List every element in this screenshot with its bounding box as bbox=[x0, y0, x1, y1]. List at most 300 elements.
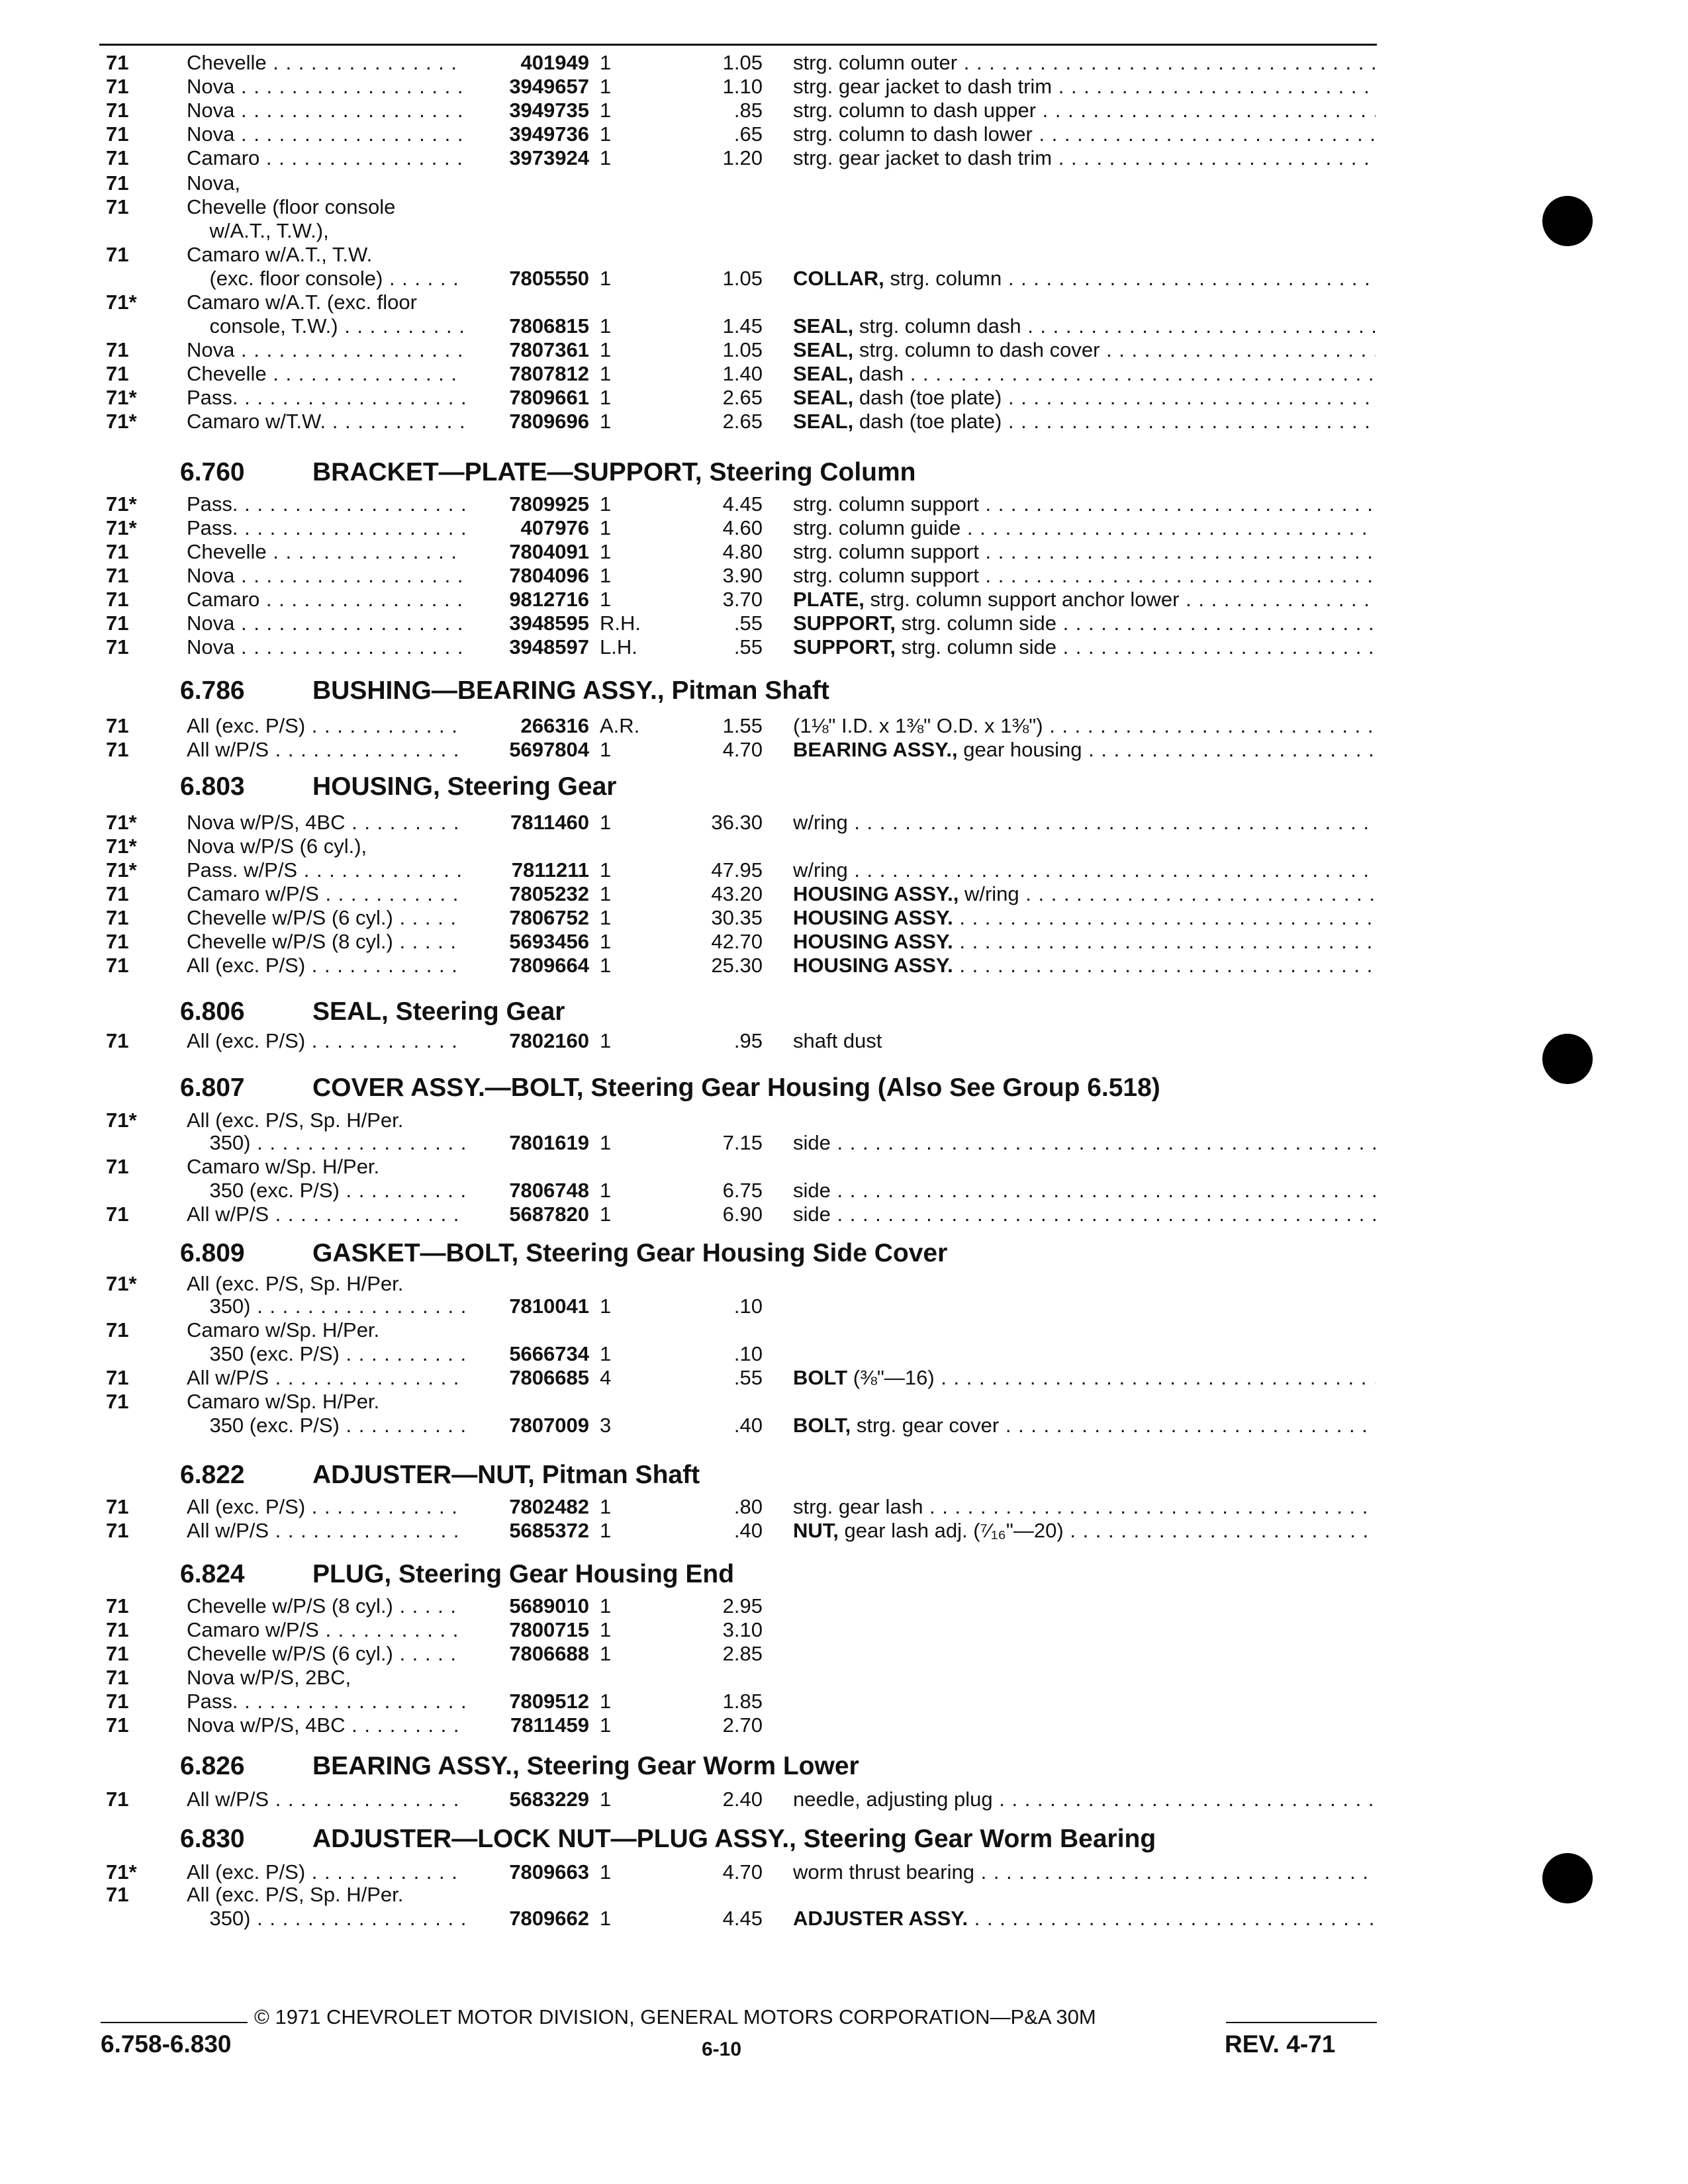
description bbox=[793, 1860, 1376, 1885]
description-text: w/ring bbox=[793, 811, 848, 834]
year: 71* bbox=[106, 516, 137, 539]
model: Nova . . . bbox=[187, 98, 465, 123]
description bbox=[793, 1178, 1376, 1203]
part-number: 7802160 bbox=[509, 1029, 589, 1052]
model: Camaro w/P/S . . . bbox=[187, 882, 465, 907]
year: 71 bbox=[106, 1155, 129, 1178]
part-number: 7800715 bbox=[509, 1618, 589, 1641]
price: 3.70 bbox=[722, 588, 763, 611]
quantity: 1 bbox=[600, 858, 612, 882]
description-keyword: NUT, bbox=[793, 1519, 839, 1542]
year: 71 bbox=[106, 738, 129, 761]
part-number: 7811459 bbox=[510, 1713, 589, 1737]
quantity: 3 bbox=[600, 1414, 612, 1437]
description-keyword: ADJUSTER ASSY. bbox=[793, 1907, 968, 1930]
section-heading bbox=[180, 1459, 700, 1491]
section-title: ADJUSTER—NUT, Pitman Shaft bbox=[312, 1461, 700, 1489]
model: Nova w/P/S (6 cyl.), bbox=[187, 835, 367, 858]
description-text: strg. column to dash cover bbox=[853, 338, 1100, 361]
part-number: 5683229 bbox=[509, 1788, 589, 1811]
model: Nova . . . bbox=[187, 122, 465, 147]
quantity: 1 bbox=[600, 1295, 612, 1318]
description bbox=[793, 1202, 1376, 1227]
description bbox=[793, 338, 1376, 363]
description-text: strg. column outer bbox=[793, 51, 958, 74]
price: .65 bbox=[733, 122, 763, 146]
description-text: worm thrust bearing bbox=[793, 1860, 974, 1884]
year: 71 bbox=[106, 171, 129, 195]
price: 36.30 bbox=[711, 811, 763, 834]
year: 71* bbox=[106, 1109, 137, 1132]
part-number: 3949657 bbox=[509, 75, 589, 98]
footer-rule-right bbox=[1226, 2022, 1377, 2023]
year: 71* bbox=[106, 492, 137, 516]
price: .85 bbox=[733, 99, 763, 122]
quantity: R.H. bbox=[600, 612, 641, 635]
description-keyword: HOUSING ASSY. bbox=[793, 906, 953, 929]
part-row bbox=[0, 810, 1688, 835]
part-number: 7809925 bbox=[509, 492, 589, 516]
part-row bbox=[0, 290, 1688, 315]
quantity: 1 bbox=[600, 1495, 612, 1518]
description bbox=[793, 1787, 1376, 1812]
model: All (exc. P/S) . . . bbox=[187, 1860, 465, 1885]
quantity: 1 bbox=[600, 1690, 612, 1713]
part-row bbox=[0, 516, 1688, 541]
description bbox=[793, 905, 1376, 931]
quantity: 1 bbox=[600, 906, 612, 929]
description-text: strg. column support bbox=[793, 492, 979, 516]
year: 71 bbox=[106, 1594, 129, 1617]
part-row bbox=[0, 98, 1688, 123]
section-number: 6.803 bbox=[180, 772, 245, 801]
year: 71 bbox=[106, 75, 129, 98]
year: 71 bbox=[106, 1618, 129, 1641]
section-heading bbox=[180, 457, 916, 488]
model: Camaro w/A.T., T.W. bbox=[187, 243, 373, 266]
year: 71 bbox=[106, 1318, 129, 1342]
part-number: 9812716 bbox=[509, 588, 589, 611]
model: 350 (exc. P/S) . . . bbox=[187, 1413, 465, 1438]
part-row bbox=[0, 1594, 1688, 1619]
model: All (exc. P/S, Sp. H/Per. bbox=[187, 1109, 404, 1132]
price: 1.05 bbox=[722, 267, 763, 290]
description-text: dash bbox=[853, 362, 904, 385]
quantity: 1 bbox=[600, 882, 612, 905]
price: 2.70 bbox=[722, 1713, 763, 1737]
quantity: 1 bbox=[600, 386, 612, 409]
model: Camaro w/Sp. H/Per. bbox=[187, 1155, 380, 1178]
part-row bbox=[0, 1665, 1688, 1690]
description-keyword: SUPPORT, bbox=[793, 635, 896, 659]
part-row bbox=[0, 1860, 1688, 1885]
quantity: 1 bbox=[600, 1860, 612, 1884]
model: 350 (exc. P/S) . . . bbox=[187, 1178, 465, 1203]
section-number: 6.806 bbox=[180, 997, 245, 1026]
description bbox=[793, 611, 1376, 636]
part-number: 7807812 bbox=[509, 362, 589, 385]
price: 1.20 bbox=[722, 146, 763, 169]
part-row bbox=[0, 1641, 1688, 1666]
year: 71 bbox=[106, 1713, 129, 1737]
description-text: strg. gear cover bbox=[851, 1414, 1000, 1437]
description-text: strg. column side bbox=[896, 612, 1056, 635]
year: 71 bbox=[106, 51, 129, 74]
description bbox=[793, 635, 1376, 660]
quantity: 1 bbox=[600, 1519, 612, 1542]
model: Camaro . . . bbox=[187, 146, 465, 171]
description-keyword: SUPPORT, bbox=[793, 612, 896, 635]
section-title: BRACKET—PLATE—SUPPORT, Steering Column bbox=[312, 458, 916, 486]
section-number: 6.822 bbox=[180, 1461, 245, 1489]
price: .55 bbox=[733, 612, 763, 635]
section-number: 6.824 bbox=[180, 1560, 245, 1588]
part-row bbox=[0, 1318, 1688, 1343]
description-keyword: BEARING ASSY., bbox=[793, 738, 958, 761]
section-number: 6.830 bbox=[180, 1825, 245, 1853]
year: 71 bbox=[106, 338, 129, 361]
year: 71 bbox=[106, 635, 129, 659]
description bbox=[793, 563, 1376, 588]
quantity: 4 bbox=[600, 1366, 612, 1389]
description-text: (⅜"—16) bbox=[847, 1366, 935, 1389]
quantity: 1 bbox=[600, 516, 612, 539]
description bbox=[793, 1906, 1376, 1931]
part-row bbox=[0, 242, 1688, 267]
description-text: strg. gear jacket to dash trim bbox=[793, 146, 1053, 169]
part-row bbox=[0, 361, 1688, 387]
model: Camaro w/T.W. . . . bbox=[187, 409, 465, 434]
model: (exc. floor console) . . . bbox=[187, 266, 465, 291]
model: Camaro w/Sp. H/Per. bbox=[187, 1390, 380, 1413]
description-text: strg. column to dash upper bbox=[793, 99, 1037, 122]
year: 71 bbox=[106, 1495, 129, 1518]
section-title: COVER ASSY.—BOLT, Steering Gear Housing (Also See Group 6.518) bbox=[312, 1073, 1160, 1102]
model: Pass. . . . bbox=[187, 1689, 465, 1714]
year: 71 bbox=[106, 99, 129, 122]
part-number: 7807361 bbox=[509, 338, 589, 361]
model: All w/P/S . . . bbox=[187, 1787, 465, 1812]
description-text: w/ring bbox=[959, 882, 1019, 905]
part-number: 7801619 bbox=[509, 1131, 589, 1154]
quantity: 1 bbox=[600, 738, 612, 761]
section-heading bbox=[180, 1751, 859, 1782]
part-number: 7805550 bbox=[509, 267, 589, 290]
part-row bbox=[0, 195, 1688, 220]
section-heading bbox=[180, 1072, 1160, 1104]
price: 30.35 bbox=[711, 906, 763, 929]
description-text: side bbox=[793, 1179, 831, 1202]
price: 1.05 bbox=[722, 51, 763, 74]
part-number: 7811211 bbox=[511, 858, 589, 882]
part-row bbox=[0, 1342, 1688, 1367]
description-text: strg. column to dash lower bbox=[793, 122, 1033, 146]
part-row bbox=[0, 1365, 1688, 1390]
section-title: GASKET—BOLT, Steering Gear Housing Side Cover bbox=[312, 1239, 948, 1267]
section-number: 6.807 bbox=[180, 1073, 245, 1102]
part-row bbox=[0, 266, 1688, 291]
description bbox=[793, 882, 1376, 907]
model: Chevelle w/P/S (6 cyl.) . . . bbox=[187, 1641, 465, 1666]
description-text: w/ring bbox=[793, 858, 848, 882]
description bbox=[793, 98, 1376, 123]
model: Camaro . . . bbox=[187, 587, 465, 612]
price: 1.10 bbox=[722, 75, 763, 98]
part-row bbox=[0, 858, 1688, 883]
part-number: 7806688 bbox=[509, 1642, 589, 1665]
model: Chevelle w/P/S (8 cyl.) . . . bbox=[187, 929, 465, 954]
part-row bbox=[0, 1294, 1688, 1319]
description bbox=[793, 810, 1376, 835]
year: 71 bbox=[106, 1788, 129, 1811]
part-row bbox=[0, 409, 1688, 434]
part-row bbox=[0, 1518, 1688, 1543]
model: Camaro w/P/S . . . bbox=[187, 1617, 465, 1643]
description-keyword: HOUSING ASSY. bbox=[793, 930, 953, 953]
description bbox=[793, 314, 1376, 339]
footer-range: 6.758-6.830 bbox=[101, 2030, 232, 2058]
quantity: A.R. bbox=[600, 714, 640, 737]
footer-rule-left bbox=[101, 2022, 248, 2023]
section-title: PLUG, Steering Gear Housing End bbox=[312, 1560, 735, 1588]
part-row bbox=[0, 122, 1688, 147]
part-row bbox=[0, 563, 1688, 588]
quantity: 1 bbox=[600, 267, 612, 290]
description-text: gear housing bbox=[957, 738, 1082, 761]
description bbox=[793, 516, 1376, 541]
section-heading bbox=[180, 1238, 947, 1269]
part-row bbox=[0, 539, 1688, 565]
year: 71 bbox=[106, 146, 129, 169]
model: All (exc. P/S, Sp. H/Per. bbox=[187, 1272, 404, 1295]
quantity: 1 bbox=[600, 1342, 612, 1365]
price: 3.10 bbox=[722, 1618, 763, 1641]
quantity: 1 bbox=[600, 1618, 612, 1641]
part-row bbox=[0, 1413, 1688, 1438]
part-row bbox=[0, 953, 1688, 978]
part-number: 7807009 bbox=[509, 1414, 589, 1437]
quantity: 1 bbox=[600, 146, 612, 169]
quantity: 1 bbox=[600, 122, 612, 146]
section-number: 6.809 bbox=[180, 1239, 245, 1267]
model: All (exc. P/S) . . . bbox=[187, 713, 465, 739]
quantity: 1 bbox=[600, 1788, 612, 1811]
part-number: 5687820 bbox=[509, 1203, 589, 1226]
part-number: 7804096 bbox=[509, 564, 589, 587]
model: All w/P/S . . . bbox=[187, 1518, 465, 1543]
price: 4.70 bbox=[722, 738, 763, 761]
price: 2.95 bbox=[722, 1594, 763, 1617]
part-row bbox=[0, 905, 1688, 931]
quantity: 1 bbox=[600, 75, 612, 98]
part-row bbox=[0, 218, 1688, 244]
model: All (exc. P/S) . . . bbox=[187, 1494, 465, 1520]
top-rule bbox=[99, 44, 1377, 46]
price: 42.70 bbox=[711, 930, 763, 953]
part-number: 7809662 bbox=[509, 1907, 589, 1930]
description-keyword: COLLAR, bbox=[793, 267, 884, 290]
part-row bbox=[0, 50, 1688, 75]
part-row bbox=[0, 1154, 1688, 1179]
part-number: 3948595 bbox=[509, 612, 589, 635]
model: Pass. . . . bbox=[187, 492, 465, 517]
description bbox=[793, 146, 1376, 171]
price: .40 bbox=[733, 1414, 763, 1437]
price: 2.65 bbox=[722, 410, 763, 433]
price: 25.30 bbox=[711, 954, 763, 977]
price: 4.80 bbox=[722, 540, 763, 563]
description-text: needle, adjusting plug bbox=[793, 1788, 993, 1811]
part-number: 7804091 bbox=[509, 540, 589, 563]
description bbox=[793, 858, 1376, 883]
price: 4.60 bbox=[722, 516, 763, 539]
section-title: BEARING ASSY., Steering Gear Worm Lower bbox=[312, 1752, 859, 1780]
part-row bbox=[0, 1713, 1688, 1738]
price: .10 bbox=[733, 1342, 763, 1365]
description-keyword: SEAL, bbox=[793, 362, 854, 385]
part-row bbox=[0, 713, 1688, 739]
price: .55 bbox=[733, 635, 763, 659]
part-row bbox=[0, 587, 1688, 612]
year: 71 bbox=[106, 362, 129, 385]
year: 71* bbox=[106, 410, 137, 433]
model: Pass. . . . bbox=[187, 385, 465, 410]
description bbox=[793, 409, 1376, 434]
quantity: 1 bbox=[600, 1131, 612, 1154]
year: 71* bbox=[106, 291, 137, 314]
model: Nova . . . bbox=[187, 635, 465, 660]
section-number: 6.760 bbox=[180, 458, 245, 486]
part-row bbox=[0, 492, 1688, 517]
model: Nova . . . bbox=[187, 611, 465, 636]
price: .80 bbox=[733, 1495, 763, 1518]
price: .40 bbox=[733, 1519, 763, 1542]
price: 6.90 bbox=[722, 1203, 763, 1226]
price: 1.05 bbox=[722, 338, 763, 361]
year: 71 bbox=[106, 1642, 129, 1665]
quantity: 1 bbox=[600, 338, 612, 361]
part-number: 3949736 bbox=[509, 122, 589, 146]
description bbox=[793, 74, 1376, 99]
description-text: strg. column dash bbox=[853, 314, 1021, 338]
description bbox=[793, 929, 1376, 954]
section-title: ADJUSTER—LOCK NUT—PLUG ASSY., Steering Gear Worm Bearing bbox=[312, 1825, 1156, 1853]
quantity: 1 bbox=[600, 99, 612, 122]
year: 71 bbox=[106, 195, 129, 218]
description-keyword: SEAL, bbox=[793, 410, 854, 433]
part-row bbox=[0, 314, 1688, 339]
price: 1.55 bbox=[722, 714, 763, 737]
price: 4.70 bbox=[722, 1860, 763, 1884]
year: 71 bbox=[106, 1519, 129, 1542]
model: Nova w/P/S, 2BC, bbox=[187, 1666, 352, 1689]
model: Chevelle . . . bbox=[187, 50, 465, 75]
part-row bbox=[0, 1882, 1688, 1907]
part-number: 7805232 bbox=[509, 882, 589, 905]
part-row bbox=[0, 385, 1688, 410]
description bbox=[793, 1413, 1376, 1438]
description-keyword: HOUSING ASSY. bbox=[793, 954, 953, 977]
description bbox=[793, 385, 1376, 410]
part-number: 7809512 bbox=[509, 1690, 589, 1713]
year: 71 bbox=[106, 954, 129, 977]
part-number: 5697804 bbox=[509, 738, 589, 761]
description bbox=[793, 266, 1376, 291]
description bbox=[793, 713, 1376, 739]
year: 71* bbox=[106, 1272, 137, 1295]
description bbox=[793, 1518, 1376, 1543]
description-keyword: SEAL, bbox=[793, 386, 854, 409]
price: 2.65 bbox=[722, 386, 763, 409]
description-text: strg. column support anchor lower bbox=[864, 588, 1180, 611]
part-number: 5685372 bbox=[509, 1519, 589, 1542]
part-number: 5689010 bbox=[509, 1594, 589, 1617]
year: 71 bbox=[106, 1390, 129, 1413]
quantity: L.H. bbox=[600, 635, 637, 659]
part-row bbox=[0, 1108, 1688, 1133]
section-title: HOUSING, Steering Gear bbox=[312, 772, 617, 801]
description-text: gear lash adj. (⁷⁄₁₆"—20) bbox=[838, 1519, 1064, 1542]
year: 71 bbox=[106, 1203, 129, 1226]
model: Nova, bbox=[187, 171, 240, 195]
section-title: BUSHING—BEARING ASSY., Pitman Shaft bbox=[312, 676, 829, 705]
part-number: 7806752 bbox=[509, 906, 589, 929]
section-heading bbox=[180, 1823, 1156, 1855]
part-number: 266316 bbox=[520, 714, 589, 737]
year: 71* bbox=[106, 1860, 137, 1884]
part-number: 3948597 bbox=[509, 635, 589, 659]
part-number: 3949735 bbox=[509, 99, 589, 122]
description-text: strg. column guide bbox=[793, 516, 961, 539]
description-keyword: BOLT bbox=[793, 1366, 848, 1389]
price: .55 bbox=[733, 1366, 763, 1389]
model: All w/P/S . . . bbox=[187, 1202, 465, 1227]
year: 71 bbox=[106, 122, 129, 146]
price: 1.40 bbox=[722, 362, 763, 385]
part-row bbox=[0, 1202, 1688, 1227]
price: 6.75 bbox=[722, 1179, 763, 1202]
year: 71* bbox=[106, 858, 137, 882]
part-number: 407976 bbox=[520, 516, 589, 539]
year: 71 bbox=[106, 906, 129, 929]
part-number: 7811460 bbox=[510, 811, 589, 834]
model: Nova . . . bbox=[187, 563, 465, 588]
part-row bbox=[0, 1689, 1688, 1714]
part-row bbox=[0, 1494, 1688, 1520]
section-heading bbox=[180, 1559, 734, 1590]
part-row bbox=[0, 1617, 1688, 1643]
quantity: 1 bbox=[600, 1203, 612, 1226]
description bbox=[793, 361, 1376, 387]
year: 71 bbox=[106, 1366, 129, 1389]
part-number: 7809661 bbox=[509, 386, 589, 409]
description bbox=[793, 50, 1376, 75]
year: 71 bbox=[106, 564, 129, 587]
quantity: 1 bbox=[600, 1642, 612, 1665]
quantity: 1 bbox=[600, 540, 612, 563]
part-row bbox=[0, 171, 1688, 196]
part-row bbox=[0, 146, 1688, 171]
description bbox=[793, 1028, 1376, 1054]
quantity: 1 bbox=[600, 51, 612, 74]
description bbox=[793, 539, 1376, 565]
year: 71 bbox=[106, 714, 129, 737]
quantity: 1 bbox=[600, 930, 612, 953]
price: .10 bbox=[733, 1295, 763, 1318]
year: 71 bbox=[106, 1029, 129, 1052]
year: 71 bbox=[106, 1883, 129, 1906]
year: 71 bbox=[106, 1690, 129, 1713]
